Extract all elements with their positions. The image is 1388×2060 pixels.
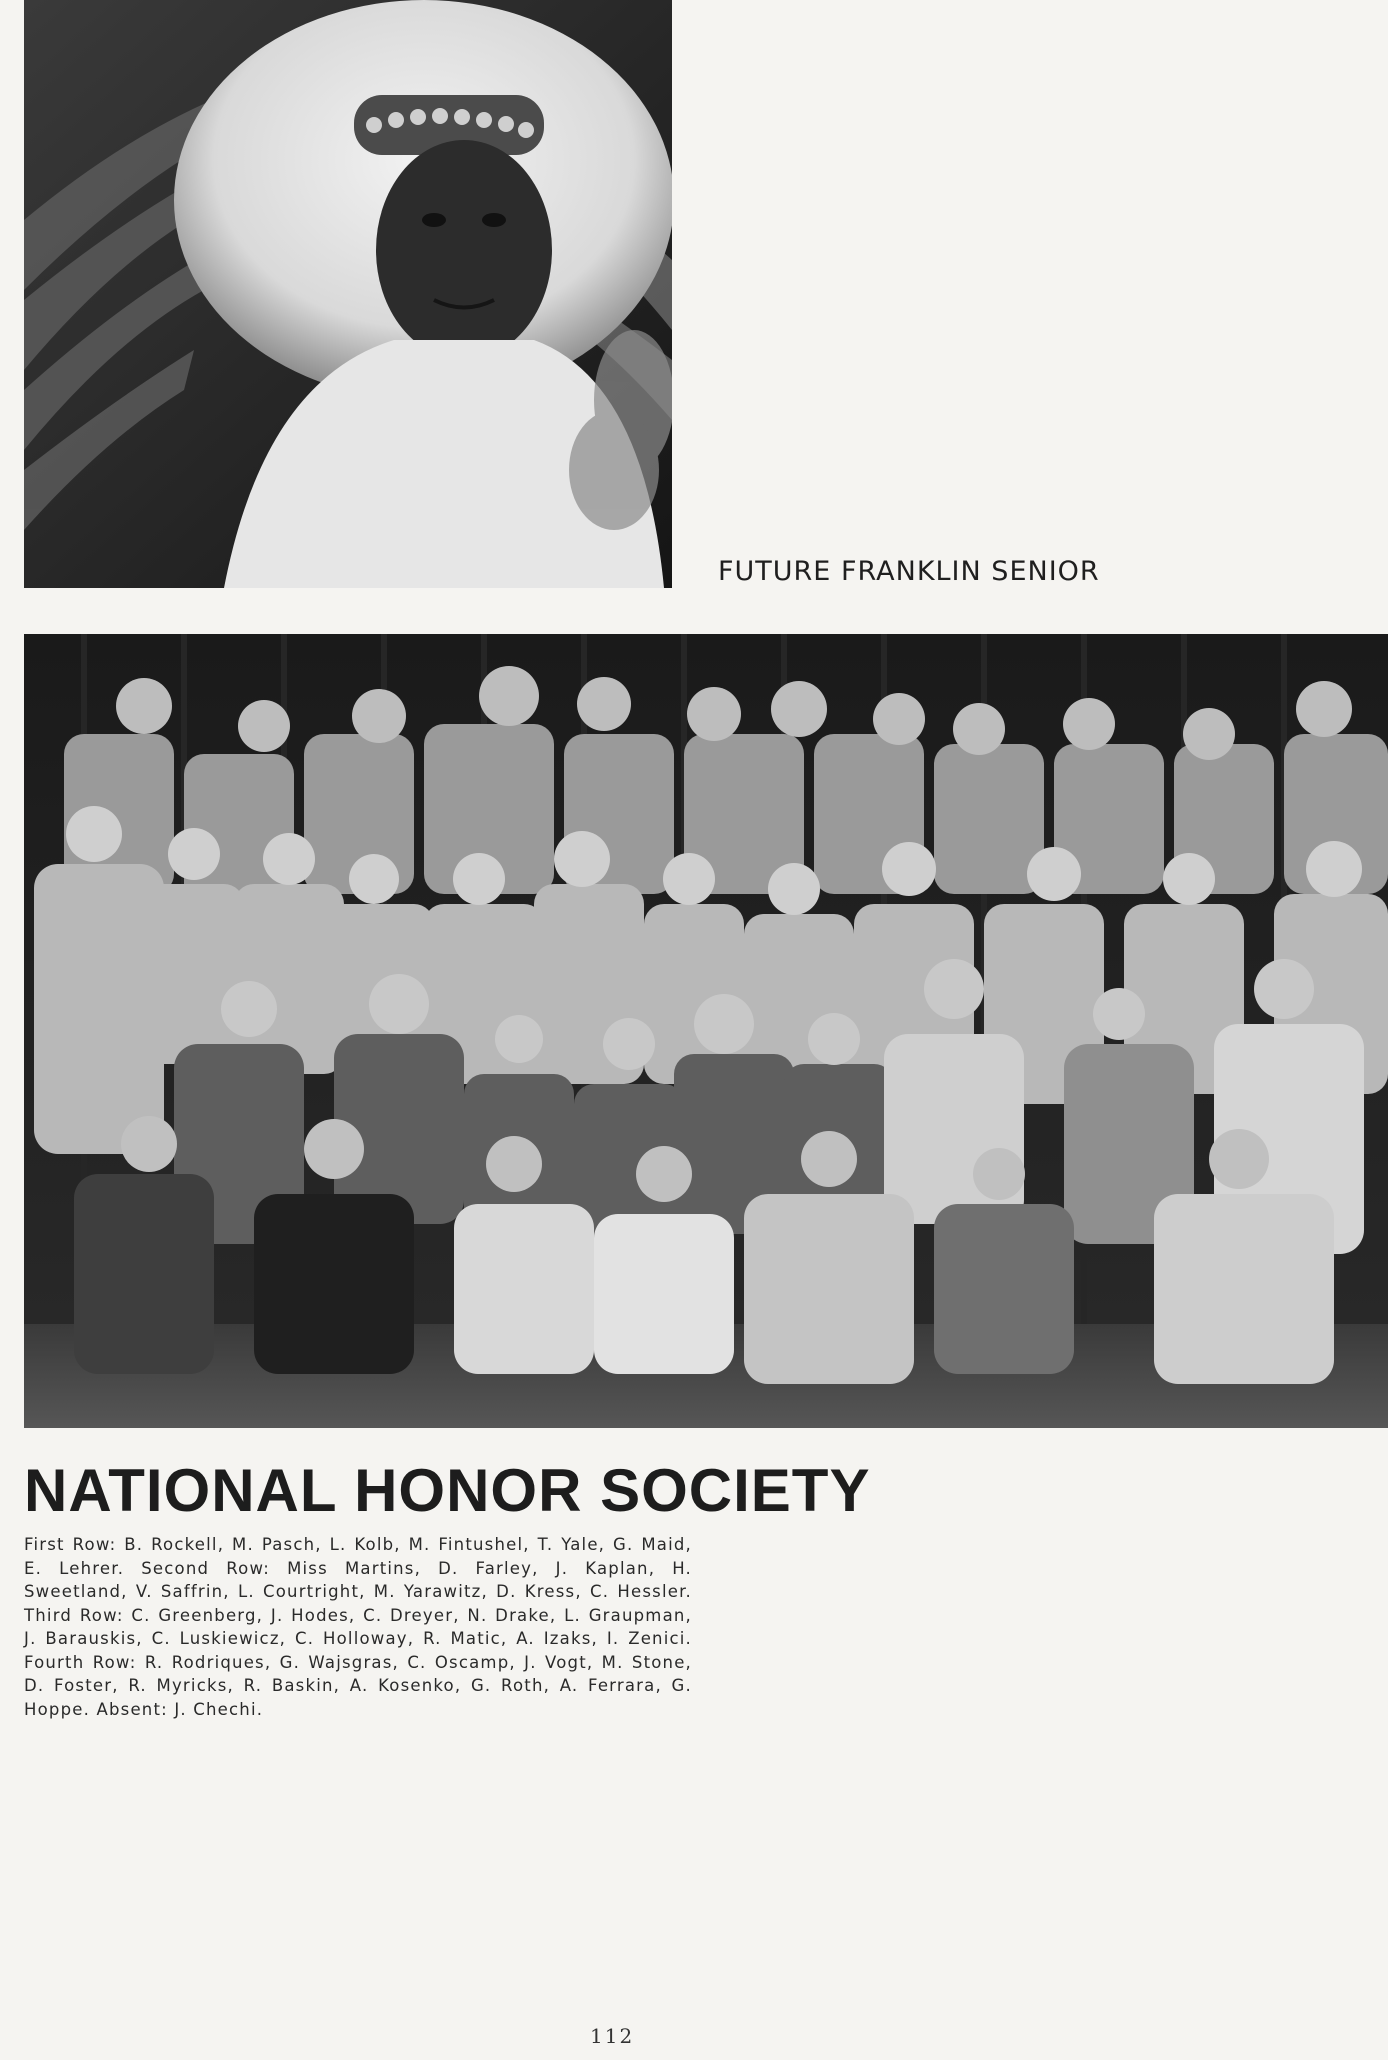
- page-number: 112: [590, 2024, 635, 2048]
- member-names-caption: First Row: B. Rockell, M. Pasch, L. Kolb, M. Fintushel, T. Yale, G. Maid, E. Lehrer. Second Row: Miss Martins, D. Farley, J. Kaplan, H. Sweetland, V. Saffrin, L. Courtright, M. Yarawitz, D. Kress, C. Hessler. Third Row: C. Greenberg, J. Hodes, C. Dreyer, N. Drake, L. Graupman, J. Barauskis, C. Luskiewicz, C. Holloway, R. Matic, A. Izaks, I. Zenici. Fourth Row: R. Rodriques, G. Wajsgras, C. Oscamp, J. Vogt, M. Stone, D. Foster, R. Myricks, R. Baskin, A. Kosenko, G. Roth, A. Ferrara, G. Hoppe. Absent: J. Chechi.: [24, 1535, 692, 1719]
- section-title: NATIONAL HONOR SOCIETY: [24, 1457, 871, 1524]
- portrait-photo: [24, 0, 672, 588]
- group-photo: [24, 634, 1388, 1428]
- portrait-caption: FUTURE FRANKLIN SENIOR: [718, 556, 1100, 587]
